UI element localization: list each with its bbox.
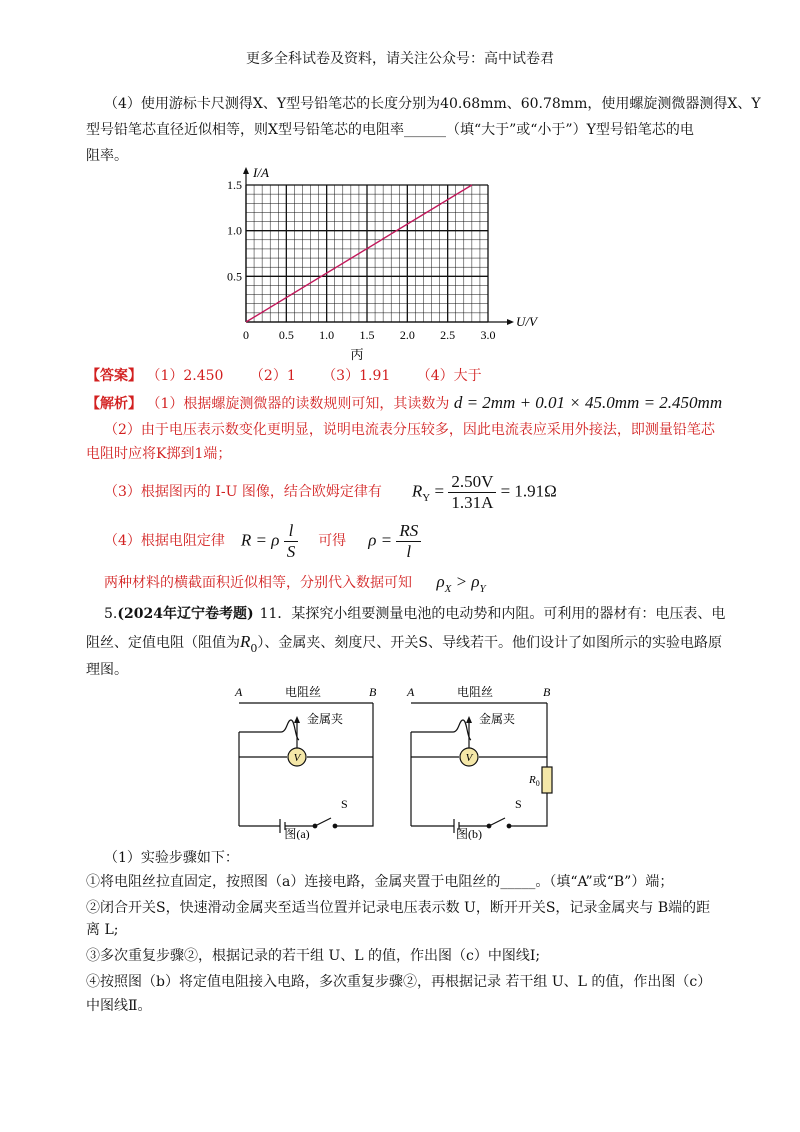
circuit-a-label-b: B bbox=[369, 685, 377, 699]
answer-item-4: （4）大于 bbox=[416, 368, 482, 384]
p4-f2-den: l bbox=[406, 541, 412, 561]
analysis-p4 bbox=[104, 518, 421, 564]
p4-f1-lhs: R = ρ bbox=[240, 529, 280, 549]
circuit-b bbox=[397, 680, 567, 840]
q5-number: 5. bbox=[104, 606, 118, 622]
analysis-p1-text: （1）根据螺旋测微器的读数规则可知，其读数为 bbox=[146, 396, 450, 412]
circuit-b-resistor-label: $R_0$ bbox=[529, 774, 540, 788]
analysis-p5-text: 两种材料的横截面积近似相等，分别代入数据可知 bbox=[104, 575, 412, 591]
q5-line1 bbox=[104, 604, 725, 624]
p5-rho-x: ρ bbox=[436, 572, 445, 591]
x-tick-label: 2.5 bbox=[440, 328, 456, 342]
p4-f2-num: RS bbox=[396, 521, 421, 542]
p4-f1-fraction bbox=[284, 521, 299, 562]
x-tick-label: 2.0 bbox=[399, 328, 415, 342]
x-axis-label: U/V bbox=[516, 314, 537, 329]
answer-label: 【答案】 bbox=[86, 368, 142, 384]
step-1: ①将电阻丝拉直固定，按照图（a）连接电路，金属夹置于电阻丝的_____。（填“A”或“B”）端； bbox=[86, 874, 674, 890]
step-3: ③多次重复步骤②，根据记录的若干组 U、L 的值，作出图（c）中图线Ⅰ; bbox=[86, 948, 541, 964]
analysis-p2-line1: （2）由于电压表示数变化更明显，说明电流表分压较多，因此电流表应采用外接法，即测量铅笔芯 bbox=[104, 422, 715, 438]
p5-sub-y: Y bbox=[479, 583, 486, 595]
x-tick-label: 1.5 bbox=[359, 328, 375, 342]
analysis-p5 bbox=[104, 572, 486, 594]
y-tick-label: 0.5 bbox=[227, 269, 242, 284]
q4-line3: 阻率。 bbox=[86, 148, 128, 164]
circuit-a-voltmeter: V bbox=[293, 752, 301, 764]
analysis-p3-text: （3）根据图丙的 I-U 图像，结合欧姆定律有 bbox=[104, 484, 382, 500]
answer-item-3: （3）1.91 bbox=[322, 368, 391, 384]
p4-f2-fraction bbox=[396, 521, 421, 562]
answer-item-1: （1）2.450 bbox=[146, 368, 224, 384]
analysis-p1 bbox=[86, 393, 722, 414]
iu-graph bbox=[215, 160, 555, 365]
x-axis-arrow bbox=[507, 319, 514, 325]
analysis-p3: （3）根据图丙的 I-U 图像，结合欧姆定律有 $R_Y$ = $\frac{2.50V}{1.31A}$ = 1.91Ω bbox=[104, 471, 557, 512]
y-tick-labels bbox=[227, 178, 242, 283]
q5-r0: R bbox=[240, 632, 251, 651]
analysis-p4-mid: 可得 bbox=[318, 533, 347, 549]
y-axis-arrow bbox=[243, 167, 249, 174]
p5-sub-x: X bbox=[444, 583, 452, 595]
p4-f2-lhs: ρ = bbox=[368, 529, 393, 549]
page-header: 更多全科试卷及资料，请关注公众号：高中试卷君 bbox=[246, 51, 554, 67]
q5-line3: 理图。 bbox=[86, 662, 128, 678]
circuit-b-label-b: B bbox=[543, 685, 551, 699]
circuit-a-label-a: A bbox=[235, 685, 243, 699]
circuit-a-wire-label: 电阻丝 bbox=[285, 685, 322, 699]
step-2-line1: ②闭合开关S，快速滑动金属夹至适当位置并记录电压表示数 U，断开开关S，记录金属夹与 B端的距 bbox=[86, 900, 711, 916]
analysis-p1-formula: d = 2mm + 0.01 × 45.0mm = 2.450mm bbox=[453, 393, 723, 412]
p4-f1-den: S bbox=[286, 541, 296, 561]
q5-line2-b: ）、金属夹、刻度尺、开关S、导线若干。他们设计了如图所示的实验电路原 bbox=[257, 635, 722, 651]
x-tick-labels bbox=[243, 328, 496, 342]
circuit-a bbox=[225, 680, 395, 840]
q5-line1-rest: 11．某探究小组要测量电池的电动势和内阻。可利用的器材有：电压表、电 bbox=[259, 606, 726, 622]
step-4-line2: 中图线Ⅱ。 bbox=[86, 998, 152, 1014]
circuit-a-switch-label: S bbox=[341, 797, 348, 811]
q5-source: (2024年辽宁卷考题) bbox=[117, 606, 254, 622]
p3-fraction bbox=[448, 472, 496, 513]
p3-r-symbol: R bbox=[411, 480, 423, 500]
circuit-a-caption: 图(a) bbox=[284, 827, 310, 840]
step-4-line1: ④按照图（b）将定值电阻接入电路，多次重复步骤②，再根据记录 若干组 U、L 的值，作出图（c） bbox=[86, 974, 712, 990]
q4-line2: 型号铅笔芯直径近似相等，则X型号铅笔芯的电阻率______（填“大于”或“小于”）Y型号铅笔芯的电 bbox=[86, 122, 694, 138]
p3-denominator: 1.31A bbox=[451, 492, 494, 512]
steps-intro: （1）实验步骤如下： bbox=[104, 850, 239, 866]
analysis-p2-line2: 电阻时应将K掷到1端； bbox=[86, 446, 232, 462]
y-tick-label: 1.0 bbox=[227, 223, 242, 238]
circuit-b-voltmeter: V bbox=[465, 752, 473, 764]
answer-item-2: （2）1 bbox=[249, 368, 296, 384]
x-tick-label: 0.5 bbox=[278, 328, 294, 342]
chart-caption: 丙 bbox=[350, 347, 364, 362]
x-tick-label: 0 bbox=[243, 328, 249, 342]
p4-f1-num: l bbox=[284, 521, 299, 542]
analysis-p4-text: （4）根据电阻定律 bbox=[104, 533, 225, 549]
x-tick-label: 1.0 bbox=[319, 328, 335, 342]
chart-grid bbox=[246, 185, 488, 322]
step-2-line2: 离 L; bbox=[86, 922, 119, 938]
q5-line2-a: 阻丝、定值电阻（阻值为 bbox=[86, 635, 240, 651]
q5-line2 bbox=[86, 632, 722, 654]
p3-r-sub: Y bbox=[422, 491, 431, 504]
circuit-b-wire-label: 电阻丝 bbox=[457, 685, 494, 699]
y-tick-label: 1.5 bbox=[227, 178, 242, 192]
p3-result: = 1.91Ω bbox=[500, 480, 557, 500]
circuit-b-clip-label: 金属夹 bbox=[479, 712, 516, 726]
analysis-label: 【解析】 bbox=[86, 396, 142, 412]
p5-op: > ρ bbox=[451, 572, 480, 591]
circuit-b-caption: 图(b) bbox=[456, 827, 482, 840]
q4-line1: （4）使用游标卡尺测得X、Y型号铅笔芯的长度分别为40.68mm、60.78mm，使用螺旋测微器测得X、Y bbox=[104, 96, 761, 112]
q5-r0-sub: 0 bbox=[250, 642, 258, 655]
x-tick-label: 3.0 bbox=[480, 328, 496, 342]
p3-numerator: 2.50V bbox=[448, 472, 496, 493]
answer-line bbox=[86, 366, 482, 386]
circuit-b-label-a: A bbox=[407, 685, 415, 699]
circuit-a-clip-label: 金属夹 bbox=[307, 712, 344, 726]
circuit-b-switch-label: S bbox=[515, 797, 522, 811]
y-axis-label: I/A bbox=[253, 165, 269, 180]
